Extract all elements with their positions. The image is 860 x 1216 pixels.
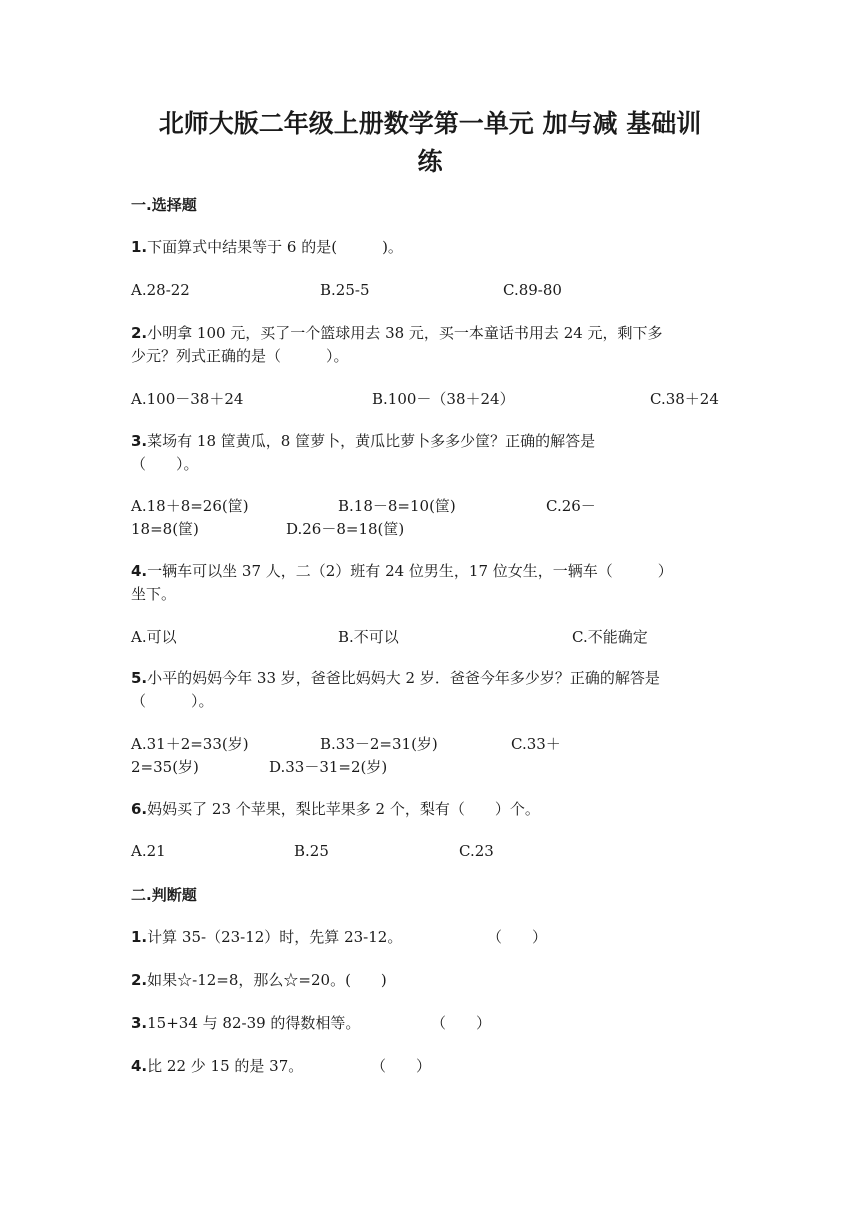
choice-question-5 <box>131 667 660 713</box>
question-text-line-2: 坐下。 <box>131 585 177 603</box>
title-line-2: 练 <box>417 147 443 176</box>
question-text: 妈妈买了 23 个苹果，梨比苹果多 2 个，梨有（ ）个。 <box>147 800 540 818</box>
section-heading-choice: 一.选择题 <box>131 196 197 214</box>
choice-question-4 <box>131 560 673 606</box>
question-text: 下面算式中结果等于 6 的是( )。 <box>147 238 403 256</box>
question-text: 计算 35-（23-12）时，先算 23-12。 <box>147 928 403 946</box>
option-b: B.不可以 <box>338 628 399 646</box>
option-a: A.100－38＋24 <box>131 390 244 408</box>
option-d: D.26－8=18(筐) <box>286 520 405 538</box>
question-number: 2. <box>131 324 148 342</box>
question-number: 1. <box>131 928 148 946</box>
option-a: A.28-22 <box>131 281 190 299</box>
judge-question-3 <box>131 1012 360 1033</box>
question-text-line-1: 一辆车可以坐 37 人，二（2）班有 24 位男生，17 位女生，一辆车（ ） <box>147 562 673 580</box>
answer-bracket: （ ） <box>431 1014 492 1032</box>
option-b: B.100－（38＋24） <box>372 390 515 408</box>
question-number: 2. <box>131 971 148 989</box>
judge-question-1 <box>131 926 402 947</box>
option-c: C.38＋24 <box>650 390 719 408</box>
question-text-line-1: 小平的妈妈今年 33 岁，爸爸比妈妈大 2 岁．爸爸今年多少岁？正确的解答是 <box>147 669 660 687</box>
option-a: A.31＋2=33(岁) <box>131 735 249 753</box>
answer-bracket: （ ） <box>371 1057 432 1075</box>
question-number: 3. <box>131 432 148 450</box>
option-d: D.33－31=2(岁) <box>269 758 388 776</box>
question-number: 4. <box>131 562 148 580</box>
question-number: 5. <box>131 669 148 687</box>
option-c-part-2: 18=8(筐) <box>131 520 199 538</box>
question-text: 比 22 少 15 的是 37。 <box>147 1057 304 1075</box>
option-c-part-2: 2=35(岁) <box>131 758 199 776</box>
option-c: C.不能确定 <box>572 628 648 646</box>
choice-question-3 <box>131 430 595 476</box>
question-text: 15+34 与 82-39 的得数相等。 <box>147 1014 361 1032</box>
option-c: C.23 <box>459 842 494 860</box>
question-number: 4. <box>131 1057 148 1075</box>
section-heading-judge: 二.判断题 <box>131 886 197 904</box>
option-b: B.33－2=31(岁) <box>320 735 438 753</box>
option-a: A.可以 <box>131 628 177 646</box>
choice-question-6 <box>131 798 540 821</box>
option-c-part-1: C.26－ <box>546 497 596 515</box>
worksheet-title <box>100 105 760 181</box>
judge-question-4 <box>131 1055 303 1076</box>
question-text: 如果☆-12=8，那么☆=20。( ) <box>147 971 387 989</box>
question-text-line-2: （ ）。 <box>131 455 199 473</box>
question-number: 6. <box>131 800 148 818</box>
question-text-line-2: 少元？列式正确的是（ ）。 <box>131 347 349 365</box>
option-b: B.18－8=10(筐) <box>338 497 456 515</box>
option-b: B.25-5 <box>320 281 370 299</box>
title-line-1: 北师大版二年级上册数学第一单元 加与减 基础训 <box>158 109 702 138</box>
judge-question-2 <box>131 969 387 990</box>
option-c-part-1: C.33＋ <box>511 735 561 753</box>
option-a: A.18＋8=26(筐) <box>131 497 249 515</box>
question-number: 3. <box>131 1014 148 1032</box>
question-text-line-2: （ ）。 <box>131 692 214 710</box>
choice-question-1 <box>131 236 403 259</box>
question-text-line-1: 小明拿 100 元，买了一个篮球用去 38 元，买一本童话书用去 24 元，剩下多 <box>147 324 663 342</box>
question-text-line-1: 菜场有 18 筐黄瓜，8 筐萝卜，黄瓜比萝卜多多少筐？正确的解答是 <box>147 432 596 450</box>
answer-bracket: （ ） <box>487 928 548 946</box>
choice-question-2 <box>131 322 663 368</box>
option-c: C.89-80 <box>503 281 562 299</box>
option-b: B.25 <box>294 842 329 860</box>
option-a: A.21 <box>131 842 166 860</box>
question-number: 1. <box>131 238 148 256</box>
